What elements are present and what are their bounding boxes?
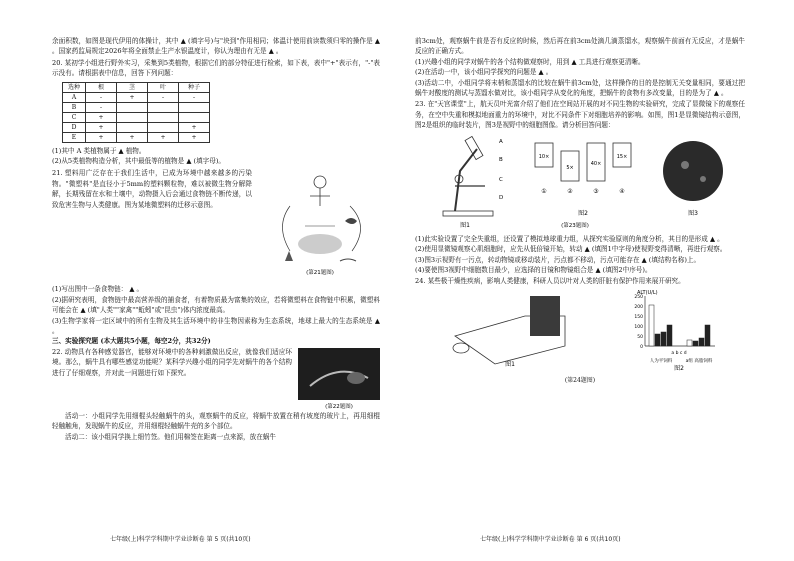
lens-mark: ③ — [593, 187, 599, 195]
question-21-1: (1)写出图中一条食物链： ▲ 。 — [52, 285, 144, 294]
activity-2: 活动二：该小组同学换上细竹签。他们用棉签在距离一点来源，放在蜗牛 — [65, 432, 276, 441]
plant-icon — [285, 251, 293, 261]
y-tick-label: 250 — [634, 295, 643, 301]
lens-mark: ④ — [619, 187, 625, 195]
right-footer: 七年级(上)科学学科期中学业诊断卷 第 6 页(共10页) — [480, 536, 621, 543]
table-cell: A — [63, 92, 86, 102]
activity-1: 活动一：小组同学先用细棍头轻触蜗牛的头，观察蜗牛的反应，将蜗牛放置在稍有坡度的玻片上，再用细棍轻触触角，发现蜗牛的反应，并用细棍轻触蜗牛壳的多个部位。 — [52, 411, 380, 431]
figure-24-caption: (第24题图) — [564, 376, 596, 384]
chart-bar — [699, 338, 704, 346]
table-header: 种子 — [179, 82, 210, 92]
chart-ylabel: ALT(U/L) — [637, 290, 658, 297]
table-cell — [117, 112, 148, 122]
figure-21-caption: (第21题图) — [306, 270, 334, 277]
question-22-1: (1)兴趣小组的同学对蜗牛的各个结构做观察时，用到 ▲ 工具进行观察更清晰。 — [415, 57, 645, 66]
table-header: 选种 — [63, 82, 86, 92]
lens-label: 10× — [538, 153, 550, 160]
lens-label: 15× — [616, 153, 628, 160]
table-cell: + — [86, 132, 117, 142]
table-cell: C — [63, 112, 86, 122]
x-category-label: 人为平饲料 — [649, 359, 673, 365]
table-header-row — [63, 82, 210, 92]
figure-3-label: 图3 — [688, 209, 698, 217]
classification-table — [62, 82, 210, 143]
bar-group-labels: a b c d — [671, 351, 687, 357]
table-row — [63, 92, 210, 102]
table-cell: + — [148, 132, 179, 142]
question-22-3: (3)活动二中，小组同学将末梢和蒸馏水的比较在蜗牛前3cm处，这样操作的目的是控制无关变量相同，要通过把蜗牛对酸度的测试与蒸馏水做对比，该小组同学从变化的角度，把蜗牛的食物有多改变量，目的是为了 ▲ 。 — [415, 78, 745, 98]
table-cell: - — [86, 92, 117, 102]
table-cell — [179, 102, 210, 112]
question-23-3: (3)图3示视野有一污点，转动物镜或移动装片，污点都不移动，污点可能存在 ▲ (填结构名称)上。 — [415, 255, 701, 264]
question-24-figures — [415, 286, 745, 372]
left-paragraph-1: 余面积数，如图是现代伊用的体操计，其中 ▲ (填字号)与"块到"作用相同；体温计使用前读数须归零的操作是 ▲ 。国家药监局规定2026年将全面禁止生产水银温度计，你认为理由有无是 ▲ 。 — [52, 37, 380, 56]
question-20-1: (1)其中 A 类植物属于 ▲ 植物。 — [52, 146, 146, 155]
table-cell: + — [179, 132, 210, 142]
figure-1-label: 图1 — [460, 221, 470, 229]
table-cell: E — [63, 132, 86, 142]
x-category-label: a组 高脂饲料 — [685, 359, 713, 365]
soil-icon — [298, 234, 342, 254]
table-cell: - — [86, 102, 117, 112]
question-23-4: (4)要使图3视野中细胞数目最少，应选择的目镜和物镜组合是 ▲ (填图2中序号)。 — [415, 266, 652, 275]
question-21-3: (3)生物学家将一定区域中的所有生物及其生活环境中的非生物因素称为生态系统，地球上最大的生态系统是 ▲ 。 — [52, 316, 380, 336]
table-cell: B — [63, 102, 86, 112]
question-23-1: (1)此实验设置了完全失重组，还设置了模拟地球重力组，从探究实验原则的角度分析，其目的是形成 ▲ 。 — [415, 235, 724, 244]
table-row — [63, 102, 210, 112]
right-page — [415, 36, 745, 386]
chart-bar — [667, 325, 672, 346]
table-row — [63, 132, 210, 142]
table-header: 叶 — [148, 82, 179, 92]
alt-bar-chart — [634, 290, 715, 364]
question-21: 21. 塑料用广泛存在于我们生活中，已成为环境中越来越多的污染物。"微塑料"是直径小于5mm的塑料颗粒物，难以被微生物分解降解，长期残留在水和土壤中，动物摄入后会通过食物链不断传递，以致危害生物与人类健康。图为某地微塑料的迁移示意图。 — [52, 169, 252, 209]
table-cell: + — [117, 92, 148, 102]
chart-bar — [661, 332, 666, 346]
table-cell: + — [86, 112, 117, 122]
worm-icon — [340, 259, 356, 261]
table-cell: D — [63, 122, 86, 132]
table-cell: - — [148, 92, 179, 102]
table-header: 根 — [86, 82, 117, 92]
chart-bar — [705, 325, 710, 346]
question-22: 22. 动物具有各种感觉器官，能够对环境中的各种刺激做出反应，就像我们适应环境。那么，蜗牛具有哪些感觉功能呢？某科学兴趣小组的同学先对蜗牛的各个结构进行了仔细观察，并对此一问题进行如下探究。 — [52, 347, 292, 377]
lens-set — [535, 143, 631, 217]
lens-mark: ① — [541, 187, 547, 195]
svg-text:B: B — [499, 156, 503, 163]
table-header: 茎 — [117, 82, 148, 92]
svg-text:D: D — [499, 194, 504, 201]
chart-bar — [687, 340, 692, 346]
table-row — [63, 122, 210, 132]
table-cell — [148, 112, 179, 122]
table-cell: - — [179, 92, 210, 102]
question-21-2: (2)据研究表明，食物链中最高营养级的捕食者，有着物质最为富集的效应，若将微塑料在食物链中积累，微塑料可能会在 ▲ (填"人类""家禽""蚯蚓"或"昆虫")体内浓度最高。 — [52, 295, 380, 315]
question-24: 24. 某些极干燥性疾病，影响人类健康，科研人员以叶对人类的肝脏有保护作用来展开研究。 — [415, 276, 685, 285]
figure-23-caption: (第23题图) — [561, 222, 589, 229]
person-icon — [314, 176, 326, 188]
section-3-heading: 三、实验探究题 (本大题共5小题，每空2分，共32分) — [52, 337, 211, 346]
figure-22-caption: (第22题图) — [325, 403, 353, 410]
question-22-2: (2)在活动一中，该小组同学探究的问题是 ▲ 。 — [415, 68, 553, 77]
question-23: 23. 在"天宫课堂"上，航天员叶光富介绍了他们在空间站开展的对不同生物的实验研究，完成了显微镜下的观察任务，在空中失重和模拟地面重力的环境中，对比不同条件下对细胞培养的影响。如图，图1是显微镜结构示意图，图2是组织的临时装片，图3是视野中的细胞图像。请分析回答问题： — [415, 100, 745, 130]
figure-24-2-label: 图2 — [674, 365, 684, 373]
chart-bar — [655, 334, 660, 346]
table-cell — [117, 102, 148, 112]
table-cell — [117, 122, 148, 132]
microscope-figures — [415, 131, 745, 231]
microscope-diagram — [443, 136, 503, 229]
y-tick-label: 50 — [637, 335, 643, 341]
bird-icon — [345, 218, 357, 224]
y-tick-label: 200 — [634, 305, 643, 311]
figure-24-1-label: 图1 — [505, 361, 515, 369]
microplastic-migration-diagram — [260, 166, 380, 278]
question-22-block — [52, 347, 380, 411]
table-cell — [148, 102, 179, 112]
table-row — [63, 112, 210, 122]
chart-bar — [693, 341, 698, 346]
question-23-2: (2)使用显微镜观察心肌细胞时，应先从低倍镜开始，转动 ▲ (填图1中字母)使视野变得清晰，再进行观察。 — [415, 245, 727, 254]
left-footer: 七年级(上)科学学科期中学业诊断卷 第 5 页(共10页) — [110, 536, 251, 543]
snail-photo — [298, 348, 380, 410]
question-21-block — [52, 168, 380, 284]
question-20-2: (2)从5类植物构造分析，其中最低等的植物是 ▲ (填字母)。 — [52, 157, 226, 166]
table-cell — [179, 112, 210, 122]
table-cell — [148, 122, 179, 132]
y-tick-label: 0 — [640, 345, 643, 351]
smoke-apparatus-diagram — [453, 296, 565, 368]
table-cell: + — [86, 122, 117, 132]
figure-2-label: 图2 — [578, 209, 588, 217]
lens-label: 5× — [566, 164, 574, 171]
right-paragraph-1: 前3cm处，观察蜗牛前是否有反应的时候，然后再在前3cm处滴几滴蒸馏水，观察蜗牛前面有无反应，才是蜗牛反应的正确方式。 — [415, 37, 745, 56]
question-20: 20. 某初学小组进行野外实习，采集到5类植物，根据它们的部分特征进行检索，如下表，表中"+"表示有，"-"表示没有。请根据表中信息，回答下列问题： — [52, 58, 380, 78]
cell-view — [663, 141, 723, 217]
lens-label: 40× — [590, 160, 602, 167]
table-cell: + — [117, 132, 148, 142]
table-cell: + — [179, 122, 210, 132]
lens-mark: ② — [567, 187, 573, 195]
y-tick-label: 150 — [634, 315, 643, 321]
svg-text:C: C — [499, 176, 503, 183]
chart-bar — [649, 305, 654, 346]
y-tick-label: 100 — [634, 325, 643, 331]
svg-text:A: A — [499, 138, 503, 145]
left-page — [52, 36, 380, 442]
